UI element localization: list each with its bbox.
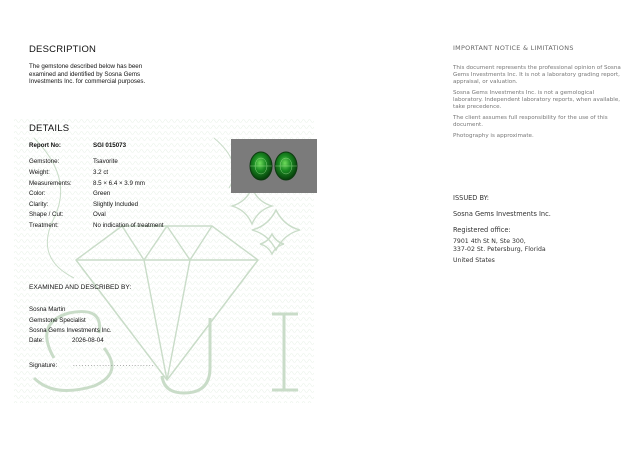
signature-label: Signature: <box>29 362 58 369</box>
examiner-company: Sosna Gems Investments Inc. <box>29 327 112 334</box>
signature-line: ............................ <box>73 361 155 368</box>
issued-by-heading: ISSUED BY: <box>453 194 490 202</box>
detail-label: Weight: <box>29 169 50 176</box>
registered-office-label: Registered office: <box>453 226 511 234</box>
description-heading: DESCRIPTION <box>29 44 97 55</box>
detail-value: 3.2 ct <box>93 169 109 176</box>
office-address-country: United States <box>453 257 495 264</box>
examiner-name: Sosna Martin <box>29 306 66 313</box>
detail-label: Measurements: <box>29 180 72 187</box>
issuer-name: Sosna Gems Investments Inc. <box>453 210 551 218</box>
detail-value: 8.5 × 6.4 × 3.9 mm <box>93 180 145 187</box>
detail-value: Slightly Included <box>93 201 139 208</box>
gemstone-pair-image <box>231 139 317 193</box>
detail-value: Oval <box>93 211 106 218</box>
notice-paragraph: This document represents the professional opinion of Sosna Gems Investments Inc. It is not a laboratory grading report, appraisal, or valuation. <box>453 65 621 85</box>
examined-heading: EXAMINED AND DESCRIBED BY: <box>29 284 132 291</box>
notice-paragraph: The client assumes full responsibility for the use of this document. <box>453 115 608 128</box>
gemstone-photo <box>231 139 317 193</box>
notice-heading: IMPORTANT NOTICE & LIMITATIONS <box>453 44 574 52</box>
detail-value: No indication of treatment <box>93 222 164 229</box>
detail-label: Clarity: <box>29 201 49 208</box>
examiner-role: Gemstone Specialist <box>29 317 86 324</box>
detail-label: Treatment: <box>29 222 59 229</box>
notice-body <box>453 65 623 144</box>
description-text: The gemstone described below has been examined and identified by Sosna Gems Investments Inc. for commercial purposes. <box>29 63 146 86</box>
notice-paragraph: Photography is approximate. <box>453 133 534 139</box>
notice-paragraph: Sosna Gems Investments Inc. is not a gemological laboratory. Independent laboratory reports, when available, take precedence. <box>453 90 621 110</box>
office-address-line1: 7901 4th St N, Ste 300, <box>453 238 526 245</box>
detail-value: Tsavorite <box>93 158 118 165</box>
date-value: 2026-08-04 <box>72 337 104 344</box>
report-number-value: SGI 015073 <box>93 142 127 149</box>
detail-label: Gemstone: <box>29 158 60 165</box>
office-address-line2: 337-02 St. Petersburg, Florida <box>453 246 546 253</box>
report-number-label: Report No: <box>29 142 61 149</box>
detail-label: Shape / Cut: <box>29 211 64 218</box>
date-label: Date: <box>29 337 44 344</box>
detail-label: Color: <box>29 190 46 197</box>
detail-value: Green <box>93 190 111 197</box>
details-heading: DETAILS <box>29 123 70 134</box>
